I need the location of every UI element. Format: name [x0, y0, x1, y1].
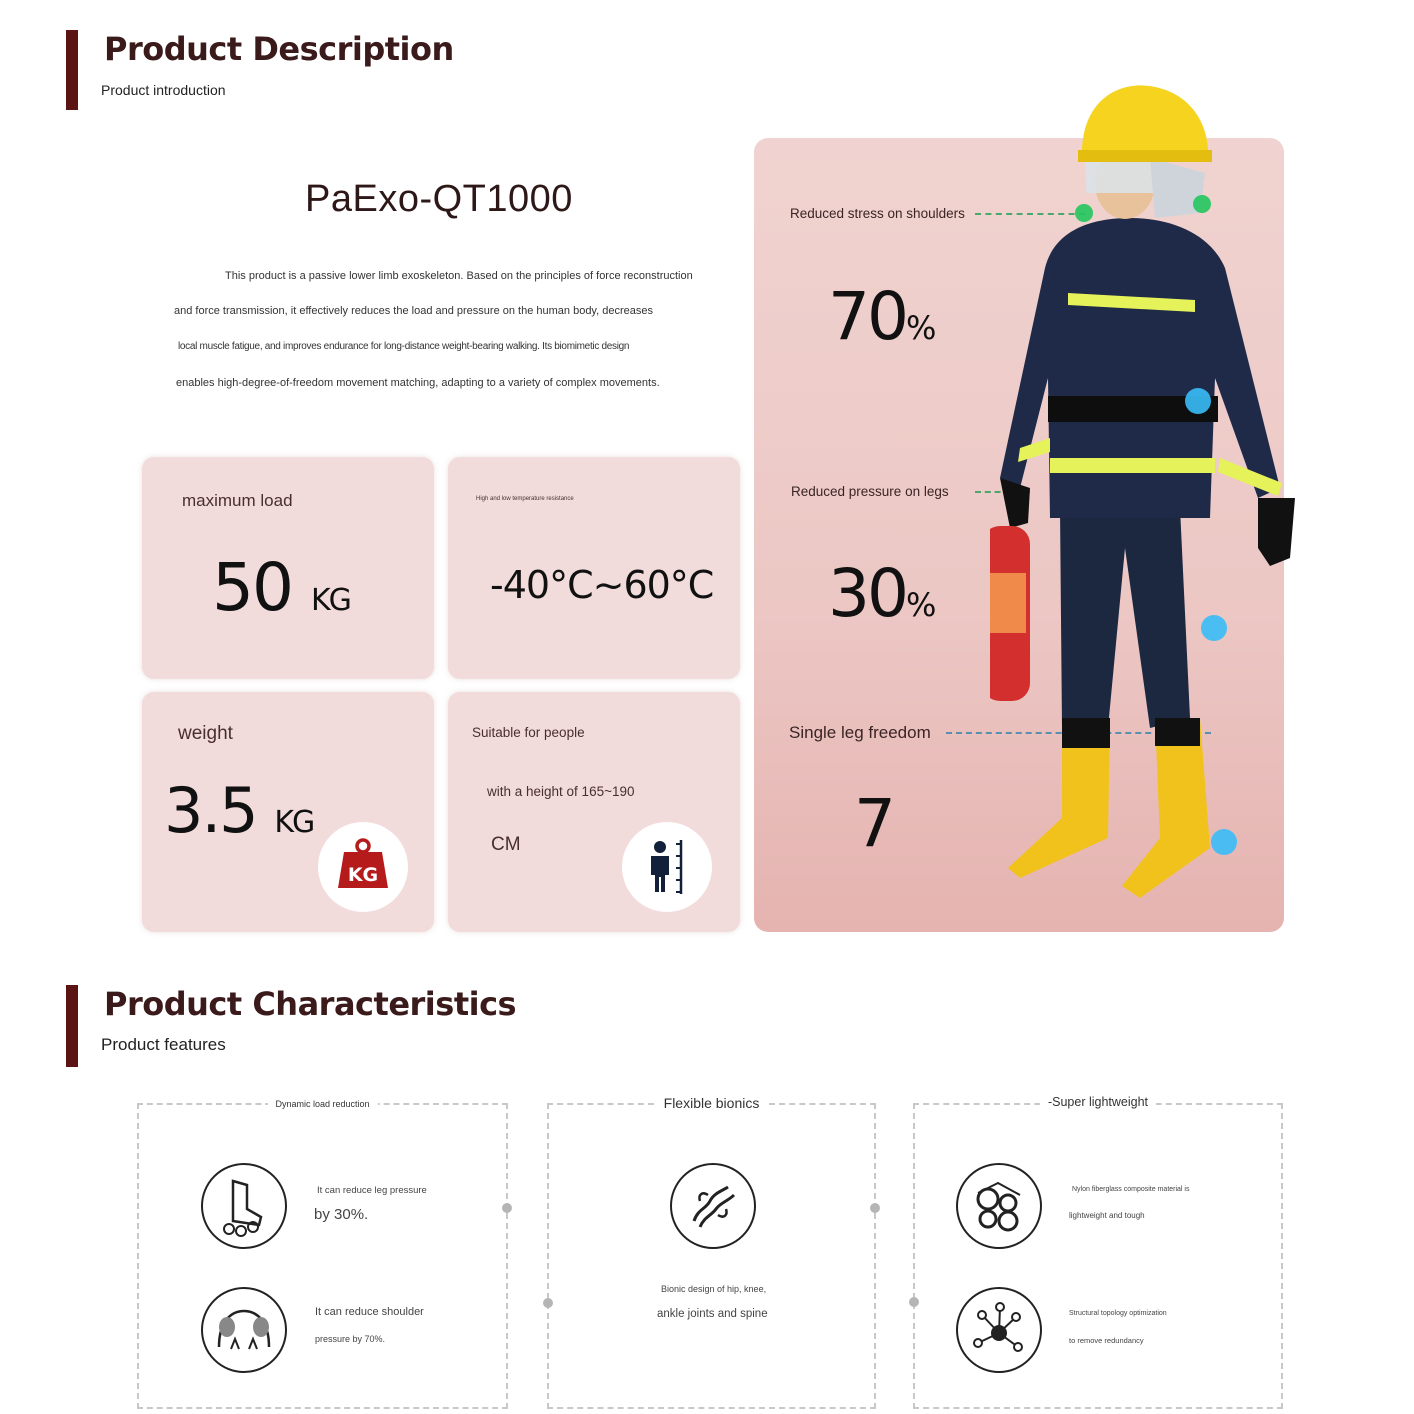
feature-item-text: lightweight and tough [1069, 1211, 1145, 1220]
feature-title: Flexible bionics [656, 1095, 768, 1111]
kg-icon-text: KG [347, 864, 379, 886]
feature-item-text: It can reduce leg pressure [317, 1185, 427, 1196]
shoulder-icon [201, 1287, 287, 1373]
legs-value [828, 555, 936, 632]
paragraph-line: and force transmission, it effectively reduces the load and pressure on the human body, decreases [174, 305, 653, 317]
max-load-value [212, 549, 350, 626]
feature-item-text: It can reduce shoulder [315, 1306, 424, 1318]
freedom-value: 7 [854, 785, 893, 862]
feature-item-text: pressure by 70%. [315, 1334, 386, 1344]
max-load-card [142, 457, 434, 679]
feature-item-text: to remove redundancy [1069, 1336, 1144, 1345]
paragraph-line: enables high-degree-of-freedom movement matching, adapting to a variety of complex movements. [176, 377, 660, 389]
foot-pressure-icon [201, 1163, 287, 1249]
composite-material-icon [956, 1163, 1042, 1249]
section-subtitle: Product introduction [101, 82, 226, 98]
weight-card [142, 692, 434, 932]
feature-box-dynamic-load [137, 1099, 508, 1409]
weight-unit: KG [274, 805, 314, 840]
feature-box-super-lightweight [913, 1095, 1283, 1409]
weight-number: 3.5 [164, 774, 257, 847]
feature-item-text: ankle joints and spine [657, 1308, 768, 1320]
temperature-label: High and low temperature resistance [476, 496, 574, 502]
paragraph-line: local muscle fatigue, and improves endurance for long-distance weight-bearing walking. Its biomimetic design [178, 341, 630, 352]
section-subtitle: Product features [101, 1035, 226, 1054]
kg-weight-icon [318, 822, 408, 912]
shoulders-label: Reduced stress on shoulders [790, 206, 965, 221]
shoulders-percent: % [905, 309, 937, 347]
max-load-unit: KG [310, 583, 350, 618]
connector-knob [502, 1203, 512, 1213]
temperature-value: -40°C~60°C [490, 563, 714, 607]
connector-knob [909, 1297, 919, 1307]
connector-knob [543, 1298, 553, 1308]
weight-label: weight [178, 723, 233, 744]
section-accent-bar [66, 985, 78, 1067]
topology-icon [956, 1287, 1042, 1373]
max-load-number: 50 [212, 549, 292, 626]
feature-title: -Super lightweight [1040, 1095, 1156, 1109]
section-title: Product Description [104, 30, 454, 68]
people-label: Suitable for people [472, 725, 585, 740]
feature-title: Dynamic load reduction [267, 1099, 377, 1109]
legs-percent: % [905, 586, 937, 624]
feature-item-text: Bionic design of hip, knee, [661, 1284, 767, 1294]
section-accent-bar [66, 30, 78, 110]
section-title: Product Characteristics [104, 985, 517, 1023]
feature-item-text: by 30%. [314, 1206, 369, 1223]
firefighter-exoskeleton-figure [990, 78, 1320, 918]
freedom-label: Single leg freedom [789, 723, 931, 742]
product-model-title: PaExo-QT1000 [305, 178, 573, 220]
temperature-card [448, 457, 740, 679]
paragraph-line: This product is a passive lower limb exoskeleton. Based on the principles of force reconstruction [225, 270, 693, 282]
shoulders-number: 70 [828, 278, 906, 355]
weight-value [164, 774, 313, 847]
max-load-label: maximum load [182, 491, 293, 510]
feature-item-text: Structural topology optimization [1069, 1310, 1167, 1317]
legs-number: 30 [828, 555, 906, 632]
feature-box-flexible-bionics [547, 1095, 876, 1409]
people-height-range: with a height of 165~190 [487, 784, 635, 799]
feature-item-text: Nylon fiberglass composite material is [1072, 1186, 1190, 1193]
joint-bionics-icon [670, 1163, 756, 1249]
legs-label: Reduced pressure on legs [791, 484, 949, 499]
people-height-unit: CM [491, 834, 521, 855]
connector-knob [870, 1203, 880, 1213]
person-height-icon [622, 822, 712, 912]
people-card [448, 692, 740, 932]
shoulders-value [828, 278, 936, 355]
